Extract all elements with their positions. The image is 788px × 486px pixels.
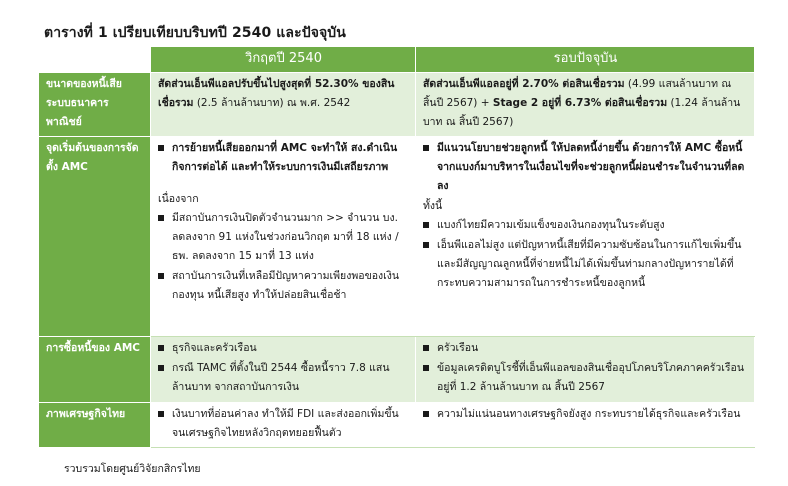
list-item: สถาบันการเงินที่เหลือมีปัญหาความเพียงพอของเงินกองทุน หนี้เสียสูง ทำให้ปล่อยสินเชื่อช้า — [158, 267, 409, 305]
source-footnote: รวบรวมโดยศูนย์วิจัยกสิกรไทย — [64, 463, 201, 475]
row-label-thai-economy: ภาพเศรษฐกิจไทย — [39, 403, 151, 448]
table-title: ตารางที่ 1 เปรียบเทียบบริบทปี 2540 และปัจจุบัน — [44, 25, 346, 41]
npl-current-bold-text-1: สัดส่วนเอ็นพีแอลอยู่ที่ 2.70% ต่อสินเชื่อรวม — [423, 78, 625, 90]
list-item: ข้อมูลเครดิตบูโรชี้ที่เอ็นพีแอลของสินเชื่ออุปโภคบริโภคภาคครัวเรือน อยู่ที่ 1.2 ล้านล้านบาท ณ สิ้นปี 2567 — [423, 359, 748, 397]
table-row — [39, 73, 755, 137]
list-item: ธุรกิจและครัวเรือน — [158, 339, 409, 358]
comparison-table — [38, 46, 755, 448]
bullet-square-icon — [423, 222, 429, 228]
list-item: มีแนวนโยบายช่วยลูกหนี้ ให้ปลดหนี้ง่ายขึ้น ด้วยการให้ AMC ซื้อหนี้จากแบงก์มาบริหารในเงื่อนไขที่จะช่วยลูกหนี้ผ่อนชำระในจำนวนที่ลดลง — [423, 139, 748, 196]
list-item: ความไม่แน่นอนทางเศรษฐกิจยังสูง กระทบรายได้ธุรกิจและครัวเรือน — [423, 405, 748, 424]
npl-1997-bold-text: สัดส่วนเอ็นพีแอลปรับขึ้นไปสูงสุดที่ 52.30% ของสินเชื่อรวม — [158, 78, 395, 109]
bullet-square-icon — [158, 411, 164, 417]
list-item: แบงก์ไทยมีความเข้มแข็งของเงินกองทุนในระดับสูง — [423, 216, 748, 235]
cell-economy-1997 — [151, 403, 416, 448]
bullet-square-icon — [158, 365, 164, 371]
list-item: เอ็นพีแอลไม่สูง แต่ปัญหาหนี้เสียที่มีความซับซ้อนในการแก้ไขเพิ่มขึ้น และมีสัญญาณลูกหนี้ที่จ่ายหนี้ไม่ได้เพิ่มขึ้นท่ามกลางปัญหารายได้ที่กระทบความสามารถในการชำระหนี้ของลูกหนี้ — [423, 236, 748, 293]
row-label-npl-size: ขนาดของหนี้เสียระบบธนาคารพาณิชย์ — [39, 73, 151, 137]
npl-current-text-2: (1.24 ล้านล้านบาท ณ สิ้นปี 2567) — [423, 97, 741, 128]
bullet-square-icon — [423, 345, 429, 351]
cell-npl-current — [416, 73, 755, 137]
header-current-round: รอบปัจจุบัน — [416, 47, 755, 73]
table-header-row — [39, 47, 755, 73]
cell-amc-origin-1997 — [151, 137, 416, 337]
list-item: กรณี TAMC ที่ตั้งในปี 2544 ซื้อหนี้ราว 7.8 แสนล้านบาท จากสถาบันการเงิน — [158, 359, 409, 397]
cell-npl-1997 — [151, 73, 416, 137]
npl-1997-text: (2.5 ล้านล้านบาท) ณ พ.ศ. 2542 — [193, 97, 351, 109]
bullet-square-icon — [158, 145, 164, 151]
table-row — [39, 337, 755, 403]
bullet-square-icon — [158, 215, 164, 221]
list-item: มีสถาบันการเงินปิดตัวจำนวนมาก >> จำนวน บง. ลดลงจาก 91 แห่งในช่วงก่อนวิกฤต มาที่ 18 แห่ง / ธพ. ลดลงจาก 15 มาที่ 13 แห่ง — [158, 209, 409, 266]
header-empty-cell — [39, 47, 151, 73]
bullet-square-icon — [423, 242, 429, 248]
header-crisis-1997: วิกฤตปี 2540 — [151, 47, 416, 73]
npl-current-bold-text-2: Stage 2 อยู่ที่ 6.73% ต่อสินเชื่อรวม — [492, 97, 668, 109]
list-item: ครัวเรือน — [423, 339, 748, 358]
intro-text: เนื่องจาก — [158, 193, 199, 205]
bullet-square-icon — [158, 273, 164, 279]
list-item: การย้ายหนี้เสียออกมาที่ AMC จะทำให้ สง.ดำเนินกิจการต่อได้ และทำให้ระบบการเงินมีเสถียรภาพ — [158, 139, 409, 177]
list-item: เงินบาทที่อ่อนค่าลง ทำให้มี FDI และส่งออกเพิ่มขึ้น จนเศรษฐกิจไทยหลังวิกฤตทยอยฟื้นตัว — [158, 405, 409, 443]
cell-amc-purchase-current — [416, 337, 755, 403]
table-row — [39, 137, 755, 337]
bullet-square-icon — [158, 345, 164, 351]
intro-text: ทั้งนี้ — [423, 200, 443, 212]
row-label-amc-origin: จุดเริ่มต้นของการจัดตั้ง AMC — [39, 137, 151, 337]
table-row — [39, 403, 755, 448]
bullet-square-icon — [423, 145, 429, 151]
row-label-amc-purchase: การซื้อหนี้ของ AMC — [39, 337, 151, 403]
npl-current-text-1: (4.99 แสนล้านบาท ณ สิ้นปี 2567) + — [423, 78, 732, 109]
bullet-square-icon — [423, 411, 429, 417]
cell-economy-current — [416, 403, 755, 448]
bullet-square-icon — [423, 365, 429, 371]
cell-amc-purchase-1997 — [151, 337, 416, 403]
cell-amc-origin-current — [416, 137, 755, 337]
